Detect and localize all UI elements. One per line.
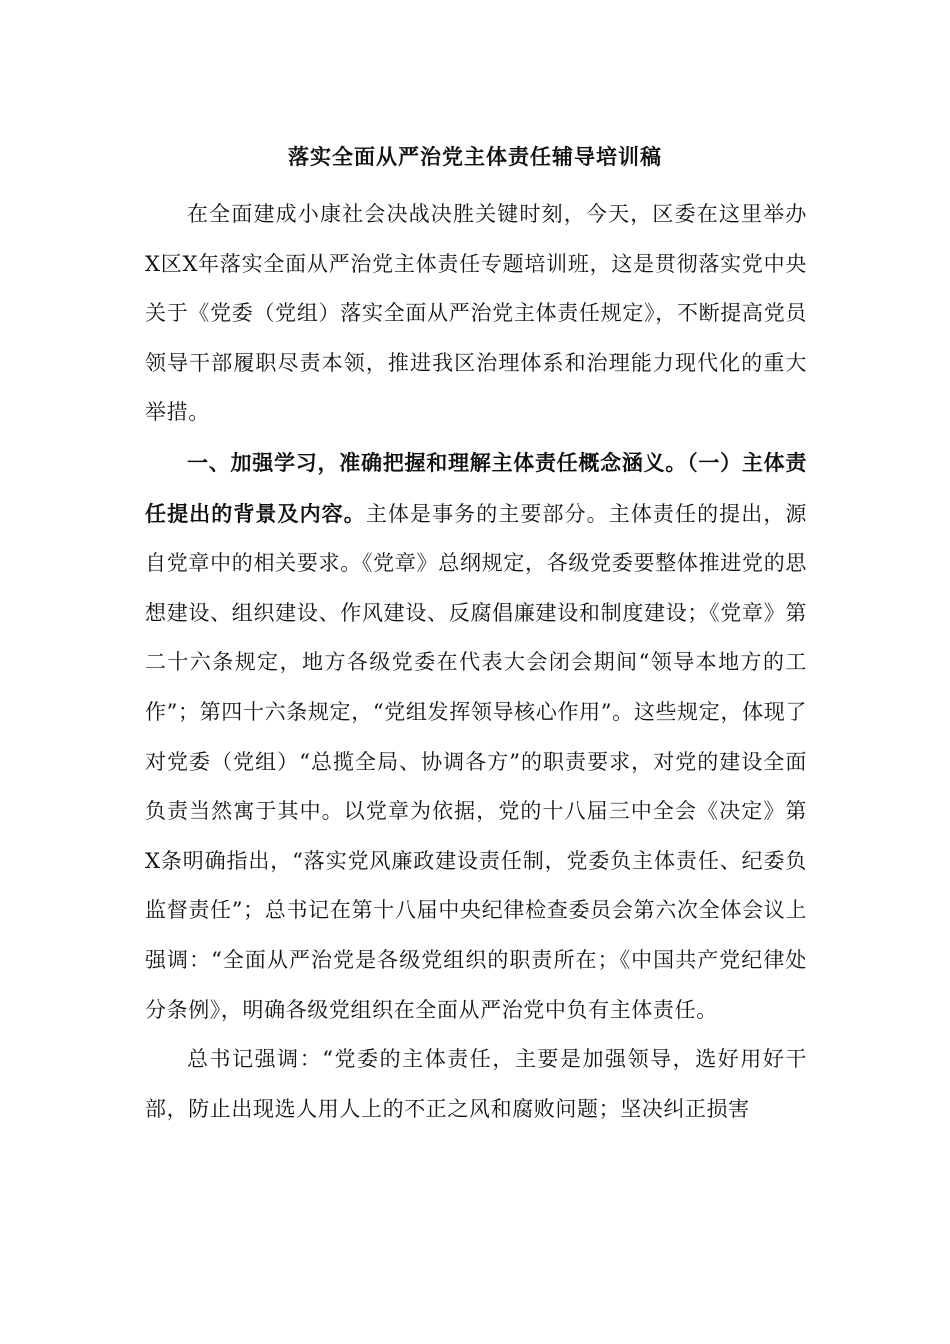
paragraph-quote — [145, 1035, 807, 1134]
document-body — [145, 190, 807, 1134]
paragraph-text: 主体是事务的主要部分。主体责任的提出，源自党章中的相关要求。《党章》总纲规定，各级党委要整体推进党的思想建设、组织建设、作风建设、反腐倡廉建设和制度建设；《党章》第二十六条规定，地方各级党委在代表大会闭会期间“领导本地方的工作”；第四十六条规定，“党组发挥领导核心作用”。这些规定，体现了对党委（党组）“总揽全局、协调各方”的职责要求，对党的建设全面负责当然寓于其中。以党章为依据，党的十八届三中全会《决定》第X条明确指出，“落实党风廉政建设责任制，党委负主体责任、纪委负监督责任”；总书记在第十八届中央纪律检查委员会第六次全体会议上强调：“全面从严治党是各级党组织的职责所在；《中国共产党纪律处分条例》，明确各级党组织在全面从严治党中负有主体责任。 — [145, 501, 807, 1022]
paragraph-text: 总书记强调：“党委的主体责任，主要是加强领导，选好用好干部，防止出现选人用人上的不正之风和腐败问题；坚决纠正损害 — [145, 1047, 807, 1121]
section-heading: 一、加强学习，准确把握和理解主体责任概念涵义。（一）主体责任提出的背景及内容。 — [145, 449, 807, 526]
paragraph-section-one — [145, 438, 807, 1035]
paragraph-text: 在全面建成小康社会决战决胜关键时刻，今天，区委在这里举办X区X年落实全面从严治党主体责任专题培训班，这是贯彻落实党中央关于《党委（党组）落实全面从严治党主体责任规定》，不断提高党员领导干部履职尽责本领，推进我区治理体系和治理能力现代化的重大举措。 — [145, 202, 807, 425]
paragraph-intro — [145, 190, 807, 438]
document-title: 落实全面从严治党主体责任辅导培训稿 — [288, 144, 662, 169]
